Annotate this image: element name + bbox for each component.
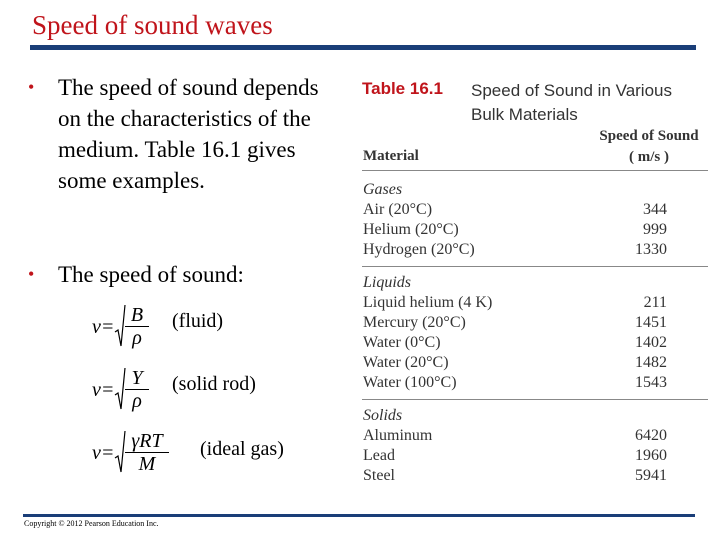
group-divider xyxy=(362,266,708,267)
speed-cell: 1402 xyxy=(635,334,667,351)
group-label-gases: Gases xyxy=(363,181,403,198)
material-cell: Liquid helium (4 K) xyxy=(363,294,493,311)
speed-cell: 999 xyxy=(643,221,667,238)
equation-solid-rod xyxy=(92,365,272,415)
speed-cell: 1330 xyxy=(635,241,667,258)
bullet-item-1 xyxy=(28,72,338,196)
column-header-speed-label: Speed of Sound xyxy=(599,128,699,144)
equation-numerator: γRT xyxy=(125,430,169,453)
equation-label: (ideal gas) xyxy=(200,438,284,460)
speed-cell: 1451 xyxy=(635,314,667,331)
speed-cell: 6420 xyxy=(635,427,667,444)
bullet-item-2 xyxy=(28,259,338,290)
equation-label: (solid rod) xyxy=(172,373,256,395)
speed-cell: 1960 xyxy=(635,447,667,464)
equation-lhs: v= xyxy=(92,316,115,338)
copyright-notice: Copyright © 2012 Pearson Education Inc. xyxy=(24,519,159,528)
equation-label: (fluid) xyxy=(172,310,224,332)
material-cell: Water (100°C) xyxy=(363,374,457,391)
footer-divider xyxy=(23,514,695,517)
material-cell: Mercury (20°C) xyxy=(363,314,466,331)
material-cell: Hydrogen (20°C) xyxy=(363,241,475,258)
equation-numerator: Y xyxy=(125,367,149,390)
equation-lhs: v= xyxy=(92,379,115,401)
group-label-solids: Solids xyxy=(363,407,403,424)
equation-denominator: ρ xyxy=(132,327,142,349)
speed-cell: 211 xyxy=(643,294,667,311)
material-cell: Water (0°C) xyxy=(363,334,441,351)
bullet-marker: • xyxy=(28,77,35,97)
material-cell: Helium (20°C) xyxy=(363,221,459,238)
table-caption: Speed of Sound in Various Bulk Materials xyxy=(471,81,672,124)
bullet-marker: • xyxy=(28,264,35,284)
group-divider xyxy=(362,399,708,400)
title-divider xyxy=(30,45,696,50)
column-header-speed xyxy=(588,126,710,168)
speed-cell: 344 xyxy=(643,201,667,218)
equation-lhs: v= xyxy=(92,442,115,464)
column-header-speed-unit: ( m/s ) xyxy=(629,149,669,165)
equation-denominator: ρ xyxy=(132,390,142,412)
slide-title: Speed of sound waves xyxy=(32,10,273,40)
equation-numerator: B xyxy=(125,304,149,327)
table-header-rule xyxy=(362,170,708,171)
speed-cell: 5941 xyxy=(635,467,667,484)
material-cell: Air (20°C) xyxy=(363,201,433,218)
bullet-text: The speed of sound depends on the characteristics of the medium. Table 16.1 gives some examples. xyxy=(58,75,319,193)
bullet-text: The speed of sound: xyxy=(58,262,244,287)
material-cell: Lead xyxy=(363,447,395,464)
column-header-material: Material xyxy=(363,148,419,164)
table-number: Table 16.1 xyxy=(362,79,443,98)
equation-denominator: M xyxy=(138,453,156,475)
material-cell: Water (20°C) xyxy=(363,354,449,371)
material-cell: Aluminum xyxy=(363,427,433,444)
group-label-liquids: Liquids xyxy=(363,274,412,291)
speed-cell: 1482 xyxy=(635,354,667,371)
equation-ideal-gas xyxy=(92,428,302,478)
material-cell: Steel xyxy=(363,467,395,484)
speed-cell: 1543 xyxy=(635,374,667,391)
equation-fluid xyxy=(92,302,252,352)
